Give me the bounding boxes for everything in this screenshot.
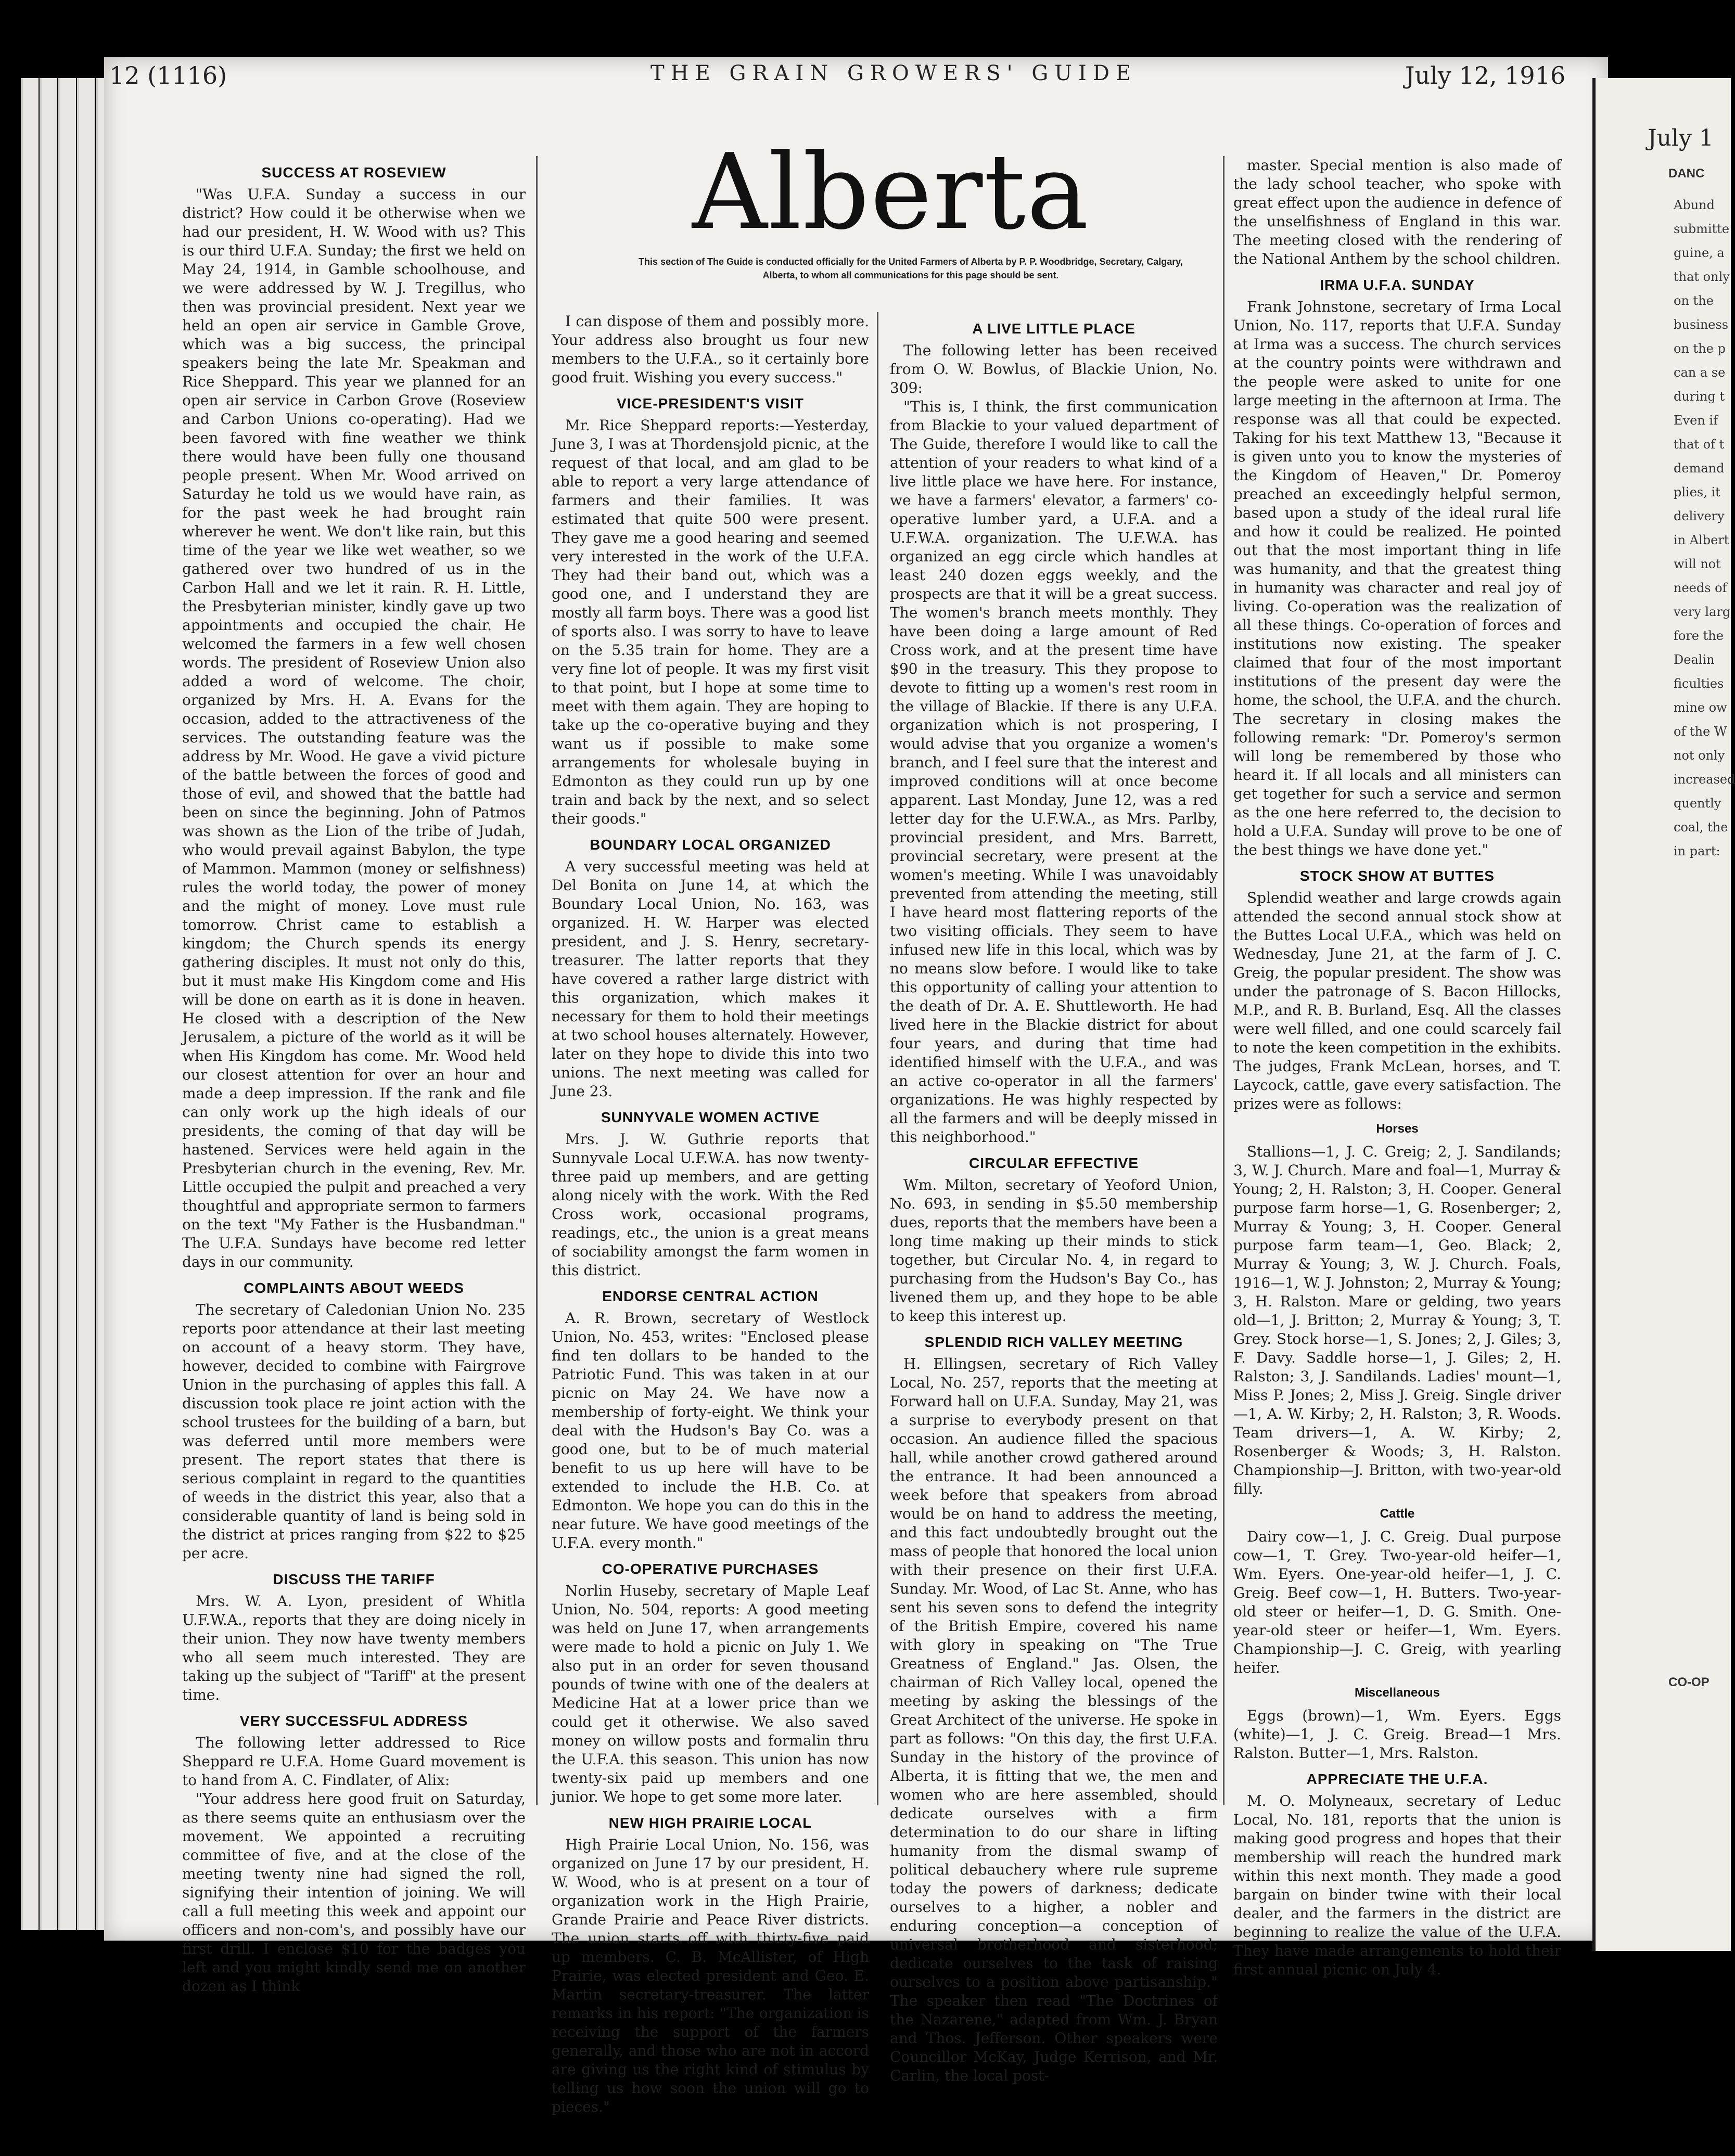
adjacent-page-line: on the [1674,293,1714,308]
adjacent-page-line: during t [1674,389,1725,404]
article-paragraph: H. Ellingsen, secretary of Rich Valley Local, No. 257, reports that the meeting at Forward hall on U.F.A. Sunday, May 21, was a surprise to everybody present on that occasion. An audience filled the spacious hall, while another crowd gathered around the entrance. It had been announced a week before that speakers from abroad would be on hand to address the meeting, and this fact undoubtedly brought out the mass of people that honored the local union with their presence on their first U.F.A. Sunday. Mr. Wood, of Lac St. Anne, who has sent his seven sons to defend the integrity of the British Empire, covered his name with glory in speaking on "The True Greatness of England." Jas. Olsen, the chairman of Rich Valley local, opened the meeting by asking the blessings of the Great Architect of the universe. He spoke in part as follows: "On this day, the first U.F.A. Sunday in the history of the province of Alberta, it is fitting that we, the men and women who are here assembled, should dedicate ourselves with a firm determination to do our share in lifting humanity from the dismal swamp of political debauchery where rule supreme today the powers of darkness; dedicate ourselves to a higher, a nobler and enduring conception—a conception of universal brotherhood and sisterhood; dedicate ourselves to the task of raising ourselves to a position above partisanship." The speaker then read "The Doctrines of the Nazarene," adapted from Wm. J. Bryan and Thos. Jefferson. Other speakers were Councillor McKay, Judge Kerrison, and Mr. Carlin, the local post- [890,1355,1218,2084]
column-3 [890,312,1218,2084]
article-paragraph: "Your address here good fruit on Saturday, as there seems quite an enthusiasm over the movement. We appointed a recruiting committee of five, and at the close of the meeting twenty nine had signed the roll, signifying their intention of joining. We will call a full meeting this week and appoint our officers and non-com's, and possibly have our first drill. I enclose $10 for the badges you left and you might kindly send me on another dozen as I think [182,1790,526,1995]
article-paragraph: "Was U.F.A. Sunday a success in our district? How could it be otherwise when we had our president, H. W. Wood with us? This is our third U.F.A. Sunday; the first we held on May 24, 1914, in Gamble schoolhouse, and we were addressed by W. J. Tregillus, who then was provincial president. Next year we held an open air service in Gamble Grove, which was a big success, the principal speakers being the late Mr. Speakman and Rice Sheppard. This year we planned for an open air service in Carbon Grove (Roseview and Carbon Unions co-operating). Had we been favored with fine weather we think there would have been fully one thousand people present. When Mr. Wood arrived on Saturday he told us we would have rain, as for the past week he had brought rain wherever he went. We don't like rain, but this time of the year we like wet weather, so we gathered over two hundred of us in the Carbon Hall and we let it rain. R. H. Little, the Presbyterian minister, kindly gave up two appointments and occupied the chair. He welcomed the farmers in a few well chosen words. The president of Roseview Union also added a word of welcome. The choir, organized by Mrs. H. A. Evans for the occasion, added to the attractiveness of the services. The outstanding feature was the address by Mr. Wood. He gave a vivid picture of the battle between the forces of good and those of evil, and showed that the battle had been on since the beginning. John of Patmos was shown as the Lion of the tribe of Judah, who would prevail against Babylon, the type of Mammon. Mammon (money or selfishness) rules the world today, the power of money and the might of money. Love must rule tomorrow. Christ came to establish a kingdom; the Church spends its energy gathering disciples. It must not only do this, but it must make His Kingdom come and His will be done on earth as it is done in heaven. He closed with a description of the New Jerusalem, a picture of the world as it will be when His Kingdom has come. Mr. Wood held our closest attention for over an hour and made a deep impression. If the rank and file can only work up the high ideals of our presidents, the coming of that day will be hastened. Services were held again in the Presbyterian church in the evening, Rev. Mr. Little occupied the pulpit and preached a very thoughtful and appropriate sermon to farmers on the text "My Father is the Husbandman." The U.F.A. Sundays have become red letter days in our community. [182,186,526,1270]
adjacent-page-line: not only [1674,748,1725,763]
article-heading: SUNNYVALE WOMEN ACTIVE [601,1109,820,1125]
article-paragraph: "This is, I think, the first communication from Blackie to your valued department of The Guide, therefore I would like to call the attention of your readers to what kind of a live little place we have here. For instance, we have a farmers' elevator, a farmers' co-operative lumber yard, a U.F.A. and a U.F.W.A. organization. The U.F.W.A. has organized an egg circle which handles at least 240 dozen eggs weekly, and the prospects are that it will be a great success. The women's branch meets monthly. They have been doing a large amount of Red Cross work, and at the present time have $90 in the treasury. This they propose to devote to fitting up a women's rest room in the village of Blackie. If there is any U.F.A. organization which is not prospering, I would advise that you organize a women's branch, and I feel sure that the interest and improved conditions will at once become apparent. Last Monday, June 12, was a red letter day for the U.F.W.A., as Mrs. Parlby, provincial president, and Mrs. Barrett, provincial secretary, were present at the women's meeting. While I was unavoidably prevented from attending the meeting, still I have heard most flattering reports of the two visiting officials. They seem to have infused new life in this local, which was by no means slow before. I would like to take this opportunity of calling your attention to the death of Dr. A. E. Shuttleworth. He had lived here in the Blackie district for about four years, and during that time had identified himself with the U.F.A., and was an active co-operator in all the farmers' organizations. He was highly respected by all the farmers and will be deeply missed in this neighborhood." [890,398,1218,1146]
article-heading: A LIVE LITTLE PLACE [972,320,1136,337]
article-paragraph: Stallions—1, J. C. Greig; 2, J. Sandilands; 3, W. J. Church. Mare and foal—1, Murray & Young; 2, H. Ralston; 3, H. Cooper. General purpose farm horse—1, G. Rosenberger; 2, Murray & Young; 3, H. Cooper. General purpose farm team—1, Geo. Black; 2, Murray & Young; 3, W. J. Church. Foals, 1916—1, W. J. Johnston; 2, Murray & Young; 3, H. Ralston. Mare or gelding, two years old—1, J. Britton; 2, Murray & Young; 3, T. Grey. Stock horse—1, S. Jones; 2, J. Giles; 3, F. Davy. Saddle horse—1, J. Giles; 2, H. Ralston; 3, J. Sandilands. Ladies' mount—1, Miss P. Jones; 2, Miss J. Greig. Single driver—1, A. W. Kirby; 2, H. Ralston; 3, R. Woods. Team drivers—1, A. W. Kirby; 2, Rosenberger & Woods; 3, H. Ralston. Championship—J. Britton, with two-year-old filly. [1233,1143,1561,1497]
adjacent-page-line: that only [1674,270,1730,284]
adjacent-page-line: needs of [1674,581,1727,595]
article-paragraph: Eggs (brown)—1, Wm. Eyers. Eggs (white)—1, J. C. Greig. Bread—1 Mrs. Ralston. Butter—1, Mrs. Ralston. [1233,1707,1561,1762]
adjacent-page-line: Abund [1674,198,1715,212]
adjacent-page-line: Even if [1674,413,1718,428]
adjacent-page-line: can a se [1674,365,1726,380]
article-heading: CIRCULAR EFFECTIVE [969,1155,1139,1171]
adjacent-page-line: fore the [1674,628,1724,643]
article-paragraph: A. R. Brown, secretary of Westlock Union, No. 453, writes: "Enclosed please find ten dollars to be handed to the Patriotic Fund. This was taken in at our picnic on May 24. We have now a membership of forty-eight. We think your deal with the Hudson's Bay Co. was a good one, but to be of much material benefit to us up here will have to be extended to include the H.B. Co. at Edmonton. We hope you can do this in the near future. We have good meetings of the U.F.A. every month." [552,1310,869,1551]
article-heading: STOCK SHOW AT BUTTES [1299,868,1495,884]
column-1 [182,156,526,1995]
article-heading: Miscellaneous [1354,1686,1440,1700]
column-rule [1223,156,1224,1805]
article-heading: VICE-PRESIDENT'S VISIT [616,395,805,412]
article-paragraph: The following letter addressed to Rice Sheppard re U.F.A. Home Guard movement is to hand from A. C. Findlater, of Alix: [182,1734,526,1789]
article-paragraph: I can dispose of them and possibly more. Your address also brought us four new members to the U.F.A., so it certainly bore good fruit. Wishing you every success." [552,313,869,386]
adjacent-page-line: on the p [1674,341,1726,356]
adjacent-page-date: July 1 [1648,125,1714,151]
article-paragraph: Wm. Milton, secretary of Yeoford Union, No. 693, in sending in $5.50 membership dues, reports that the members have been a long time making up their minds to stick together, but Circular No. 4, in regard to purchasing from the Hudson's Bay Co., has livened them up, and they hope to be able to keep this interest up. [890,1176,1218,1325]
article-paragraph: The following letter has been received from O. W. Bowlus, of Blackie Union, No. 309: [890,342,1218,396]
article-heading: APPRECIATE THE U.F.A. [1306,1771,1488,1787]
adjacent-page-line: submitte [1674,222,1730,236]
adjacent-page-line: that of t [1674,437,1725,452]
binding-strips [21,78,114,1930]
article-paragraph: M. O. Molyneaux, secretary of Leduc Local, No. 181, reports that the union is making good progress and hopes that their membership will reach the hundred mark within this next month. They made a good bargain on binder twine with their local dealer, and the farmers in the district are beginning to realize the value of the U.F.A. They have made arrangements to hold their first annual picnic on July 4. [1233,1792,1561,1978]
column-2 [552,312,870,2115]
adjacent-page-line: quently [1674,796,1721,811]
column-4 [1233,156,1561,1978]
article-paragraph: A very successful meeting was held at Del Bonita on June 14, at which the Boundary Local Union, No. 163, was organized. H. W. Harper was elected president, and J. S. Henry, secretary-treasurer. The latter reports that they have covered a rather large district with this organization, which makes it necessary for them to hold their meetings at two school houses alternately. However, later on they hope to divide this into two unions. The next meeting was called for June 23. [552,858,869,1100]
article-heading: CO-OPERATIVE PURCHASES [602,1561,819,1577]
article-heading: ENDORSE CENTRAL ACTION [602,1288,819,1304]
adjacent-page-line: business [1674,317,1729,332]
page-number: 12 (1116) [109,61,227,89]
article-paragraph: High Prairie Local Union, No. 156, was organized on June 17 by our president, H. W. Wood, who is at present on a tour of organization work in the High Prairie, Grande Prairie and Peace River districts. The union starts off with thirty-five paid up members. C. B. McAllister, of High Prairie, was elected president and Geo. E. Martin secretary-treasurer. The latter remarks in his report: "The organization is receiving the support of the farmers generally, and those who are not in accord are giving us the right kind of stimulus by telling us how soon the union will go to pieces." [552,1836,869,2115]
adjacent-page-line: coal, the [1674,820,1728,835]
article-heading: Horses [1376,1122,1419,1136]
article-heading: DISCUSS THE TARIFF [273,1571,435,1587]
adjacent-page-line: increased [1674,772,1735,787]
article-paragraph: Frank Johnstone, secretary of Irma Local Union, No. 117, reports that U.F.A. Sunday at Irma was a success. The church services at the country points were withdrawn and the people were asked to unite for one large meeting in the afternoon at Irma. The response was all that could be expected. Taking for his text Matthew 13, "Because it is given unto you to know the mysteries of the Kingdom of Heaven," Dr. Pomeroy preached an exceedingly helpful sermon, based upon a study of the ideal rural life and how it could be realized. He pointed out that the most important thing in life was humanity, and that the greatest thing in humanity was character and real joy of living. Co-operation was the realization of all these things. Co-operation of forces and institutions now existing. The speaker claimed that four of the most important institutions of the present day were the home, the school, the U.F.A. and the church. The secretary in closing makes the following remark: "Dr. Pomeroy's sermon will long be remembered by those who heard it. If all locals and all ministers can get together for such a service and sermon as the one here referred to, the decision to hold a U.F.A. Sunday will prove to be one of the best things we have done yet." [1233,298,1561,858]
section-notice: This section of The Guide is conducted officially for the United Farmers of Alberta by P. P. Woodbridge, Secretary, Calgary, Alberta, to whom all communications for this page should be sent. [639,256,1183,280]
article-heading: VERY SUCCESSFUL ADDRESS [239,1713,468,1729]
article-paragraph: Mrs. W. A. Lyon, president of Whitla U.F.W.A., reports that they are doing nicely in their union. They now have twenty members who all seem much interested. They are taking up the subject of "Tariff" at the present time. [182,1593,526,1703]
article-heading: COMPLAINTS ABOUT WEEDS [244,1280,464,1296]
adjacent-page-line: in part: [1674,844,1720,858]
article-paragraph: Splendid weather and large crowds again attended the second annual stock show at the Buttes Local U.F.A., which was held on Wednesday, June 21, at the farm of J. C. Greig, the popular president. The show was under the patronage of S. Bacon Hillocks, M.P., and R. B. Burland, Esq. All the classes were well filled, and one could scarcely fail to note the keen competition in the exhibits. The judges, Frank McLean, horses, and T. Laycock, cattle, gave every satisfaction. The prizes were as follows: [1233,889,1561,1112]
adjacent-page-line: in Albert [1674,533,1729,547]
article-paragraph: Norlin Huseby, secretary of Maple Leaf Union, No. 504, reports: A good meeting was held on June 17, when arrangements were made to hold a picnic on July 1. We also put in an order for seven thousand pounds of twine with one of the dealers at Medicine Hat at a lower price than we could get it otherwise. We also saved money on willow posts and formalin thru the U.F.A. this season. This union has now twenty-six paid up members and one junior. We hope to get some more later. [552,1582,869,1805]
article-paragraph: master. Special mention is also made of the lady school teacher, who spoke with great effect upon the audience in defence of the unselfishness of England in this war. The meeting closed with the rendering of the National Anthem by the school children. [1233,157,1561,267]
article-heading: BOUNDARY LOCAL ORGANIZED [590,837,831,853]
section-title: Alberta [692,132,1090,253]
article-heading: NEW HIGH PRAIRIE LOCAL [608,1815,812,1831]
adjacent-page-line: plies, it [1674,485,1720,499]
adjacent-page-line: very larg [1674,605,1731,619]
article-heading: IRMA U.F.A. SUNDAY [1320,277,1475,293]
article-heading: SPLENDID RICH VALLEY MEETING [924,1334,1183,1350]
issue-date: July 12, 1916 [1405,61,1566,89]
adjacent-page [1592,78,1735,1951]
adjacent-page-line: ficulties [1674,676,1724,691]
adjacent-heading-2: CO-OP [1668,1675,1710,1689]
adjacent-page-line: of the W [1674,724,1727,739]
column-rule [536,156,538,1805]
article-heading: SUCCESS AT ROSEVIEW [261,164,446,181]
article-paragraph: Dairy cow—1, J. C. Greig. Dual purpose cow—1, T. Grey. Two-year-old heifer—1, Wm. Eyers. One-year-old heifer—1, J. C. Greig. Beef cow—1, H. Butters. Two-year-old steer or heifer—1, D. G. Smith. One-year-old steer or heifer—1, Wm. Eyers. Championship—J. C. Greig, with yearling heifer. [1233,1528,1561,1676]
article-paragraph: Mrs. J. W. Guthrie reports that Sunnyvale Local U.F.W.A. has now twenty-three paid up members, and are getting along nicely with the work. With the Red Cross work, occasional programs, readings, etc., the union is a great means of sociability amongst the farm women in this district. [552,1131,869,1279]
article-heading: Cattle [1380,1507,1415,1521]
publication-name: THE GRAIN GROWERS' GUIDE [650,61,1138,85]
adjacent-heading-1: DANC [1668,166,1705,181]
article-paragraph: The secretary of Caledonian Union No. 235 reports poor attendance at their last meeting on account of a heavy storm. They have, however, decided to combine with Fairgrove Union in the purchasing of apples this fall. A discussion took place re joint action with the school trustees for the building of a barn, but was deferred until more members were present. The report states that there is serious complaint in regard to the quantities of weeds in the district this year, also that a considerable quantity of land is being sold in the district at prices ranging from $22 to $25 per acre. [182,1301,526,1562]
adjacent-page-line: mine ow [1674,700,1727,715]
article-paragraph: Mr. Rice Sheppard reports:—Yesterday, June 3, I was at Thordensjold picnic, at the request of that local, and am glad to be able to report a very large attendance of farmers and their families. It was estimated that quite 500 were present. They gave me a good hearing and seemed very interested in the work of the U.F.A. They had their band out, which was a good one, and I understand they are mostly all farm boys. There was a good list of sports also. I was sorry to have to leave on the 5.35 train for home. They are a very fine lot of people. It was my first visit to that point, but I hope at some time to meet with them again. They are hoping to take up the co-operative buying and they want us if possible to make some arrangements for wholesale buying in Edmonton as they could run up by one train and back by the next, and so select their goods." [552,417,870,827]
adjacent-page-line: will not [1674,557,1721,571]
adjacent-page-line: Dealin [1674,652,1715,667]
column-rule [877,312,878,1805]
adjacent-page-line: delivery [1674,509,1725,523]
adjacent-page-line: demand [1674,461,1725,476]
adjacent-page-line: guine, a [1674,246,1725,260]
